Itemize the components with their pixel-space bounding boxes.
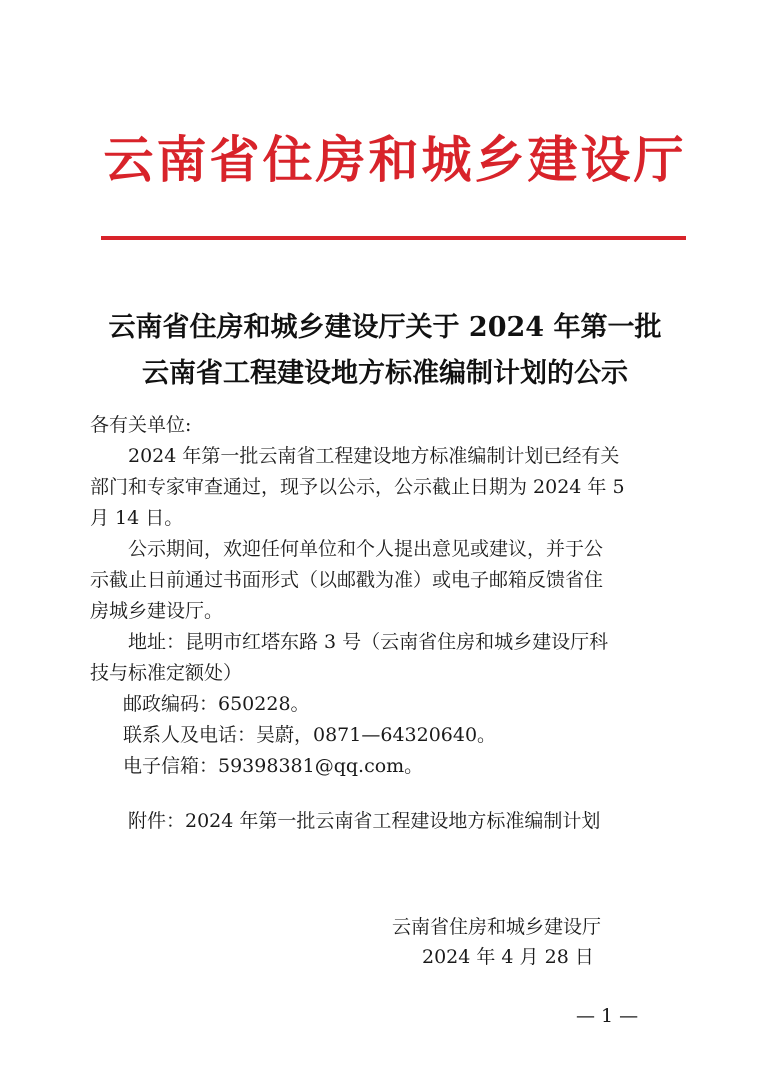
paragraph-1-line-1: 2024 年第一批云南省工程建设地方标准编制计划已经有关 [128,445,620,467]
email-info: 电子信箱：59398381@qq.com。 [123,755,424,777]
title-line-2: 云南省工程建设地方标准编制计划的公示 [142,358,628,389]
document-title [80,305,690,397]
signature-organization: 云南省住房和城乡建设厅 [392,916,602,938]
postal-code: 邮政编码：650228。 [123,693,310,715]
paragraph-2-line-3: 房城乡建设厅。 [90,600,224,622]
paragraph-1-line-3: 月 14 日。 [90,507,184,529]
paragraph-2-line-2: 示截止日前通过书面形式（以邮戳为准）或电子邮箱反馈省住 [90,569,604,591]
signature-block [370,912,650,972]
salutation: 各有关单位: [90,414,192,436]
signature-date: 2024 年 4 月 28 日 [422,946,594,968]
masthead-title: 云南省住房和城乡建设厅 [103,130,687,189]
document-body [90,410,650,837]
contact-info: 联系人及电话：吴蔚，0871—64320640。 [123,724,497,746]
spacer [90,782,650,806]
title-line-1: 云南省住房和城乡建设厅关于 2024 年第一批 [108,312,662,343]
page-number: — 1 — [576,1005,639,1027]
paragraph-1-line-2: 部门和专家审查通过，现予以公示，公示截止日期为 2024 年 5 [90,476,625,498]
attachment-note: 附件：2024 年第一批云南省工程建设地方标准编制计划 [128,810,601,832]
masthead-red-rule [101,236,686,240]
address-line-2: 技与标准定额处） [90,662,243,684]
address-line-1: 地址：昆明市红塔东路 3 号（云南省住房和城乡建设厅科 [128,631,609,653]
paragraph-2-line-1: 公示期间，欢迎任何单位和个人提出意见或建议，并于公 [128,538,604,560]
